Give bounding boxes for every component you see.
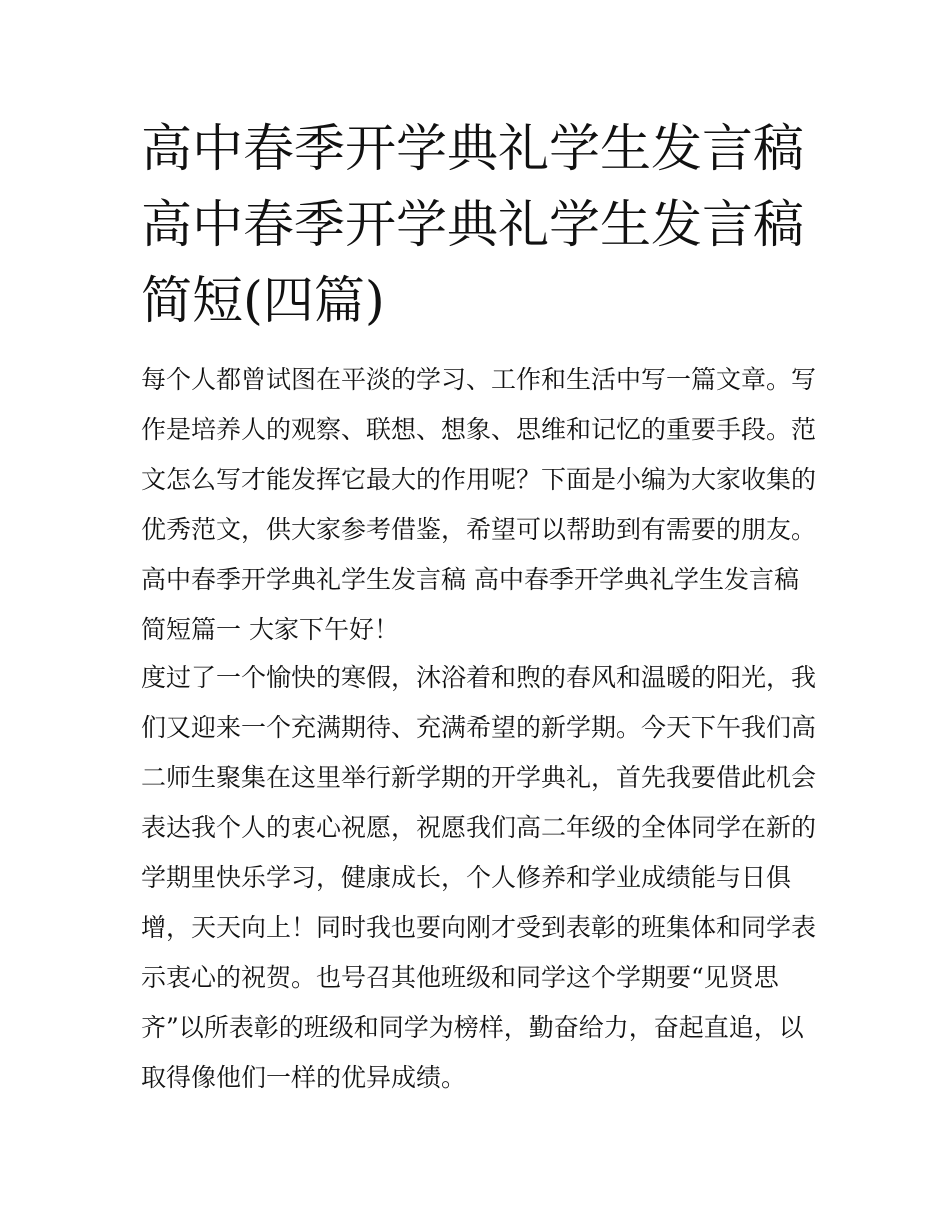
title-line: 简短(四篇) <box>141 272 385 331</box>
body-line: 二师生聚集在这里举行新学期的开学典礼，首先我要借此机会 <box>141 763 817 792</box>
body-line: 学期里快乐学习，健康成长，个人修养和学业成绩能与日俱 <box>141 863 792 892</box>
body-line: 取得像他们一样的优异成绩。 <box>141 1063 467 1092</box>
body-line: 简短篇一 大家下午好！ <box>141 615 399 644</box>
body-line: 们又迎来一个充满期待、充满希望的新学期。今天下午我们高 <box>141 713 817 742</box>
body-line: 文怎么写才能发挥它最大的作用呢？下面是小编为大家收集的 <box>141 465 817 494</box>
body-line: 度过了一个愉快的寒假，沐浴着和煦的春风和温暖的阳光，我 <box>141 663 817 692</box>
document-title <box>141 112 821 340</box>
body-line: 优秀范文，供大家参考借鉴，希望可以帮助到有需要的朋友。 <box>141 515 817 544</box>
body-line: 作是培养人的观察、联想、想象、思维和记忆的重要手段。范 <box>141 415 817 444</box>
document-body <box>141 355 821 1103</box>
body-line: 高中春季开学典礼学生发言稿 高中春季开学典礼学生发言稿 <box>141 565 799 594</box>
body-line: 增，天天向上！同时我也要向刚才受到表彰的班集体和同学表 <box>141 913 817 942</box>
title-line: 高中春季开学典礼学生发言稿 <box>141 196 805 255</box>
body-line: 每个人都曾试图在平淡的学习、工作和生活中写一篇文章。写 <box>141 365 817 394</box>
body-line: 齐”以所表彰的班级和同学为榜样，勤奋给力，奋起直追，以 <box>141 1013 804 1042</box>
title-line: 高中春季开学典礼学生发言稿 <box>141 120 805 179</box>
body-line: 示衷心的祝贺。也号召其他班级和同学这个学期要“见贤思 <box>141 963 779 992</box>
body-line: 表达我个人的衷心祝愿，祝愿我们高二年级的全体同学在新的 <box>141 813 817 842</box>
